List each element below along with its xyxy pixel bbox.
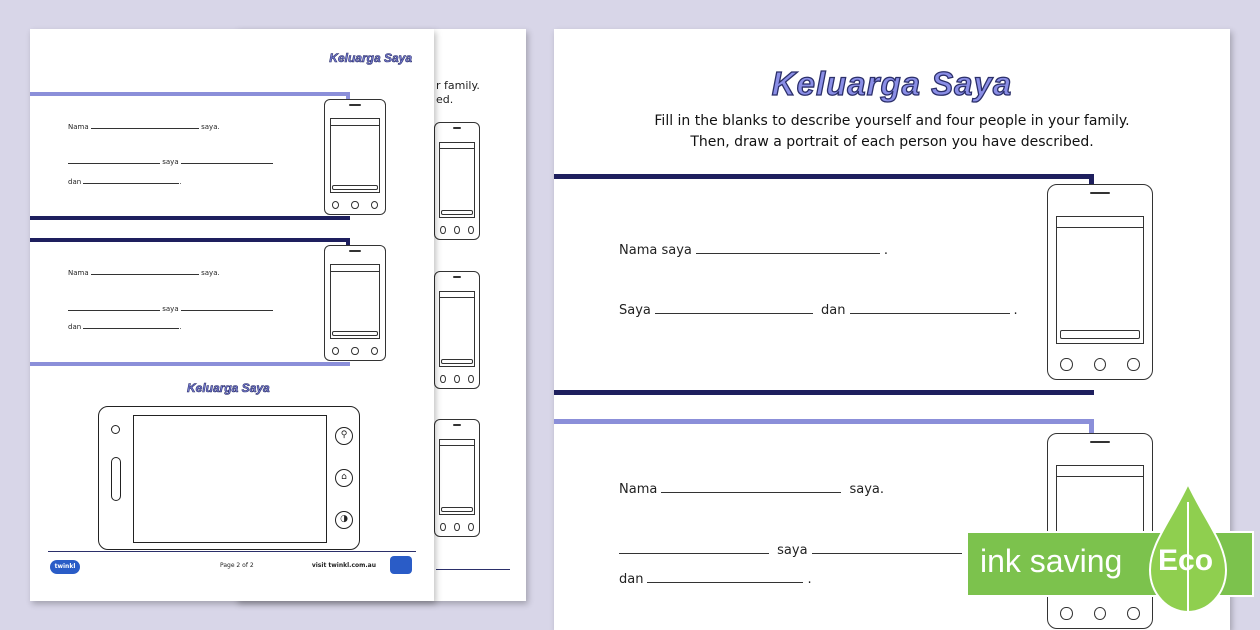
speaker-slot (111, 457, 121, 501)
left-page-title: Keluarga Saya (329, 51, 412, 65)
main-s1-line2-end: . (1013, 303, 1018, 318)
page-title: Keluarga Saya (771, 65, 1013, 102)
left-s1-line1-end: saya. (201, 123, 220, 131)
fill-blank[interactable] (696, 242, 880, 254)
mic-icon: ◑ (335, 511, 353, 529)
home-icon: ⌂ (335, 469, 353, 487)
main-s1-line2-start: Saya (619, 303, 651, 318)
instruction-line-2: Then, draw a portrait of each person you have described. (690, 134, 1094, 150)
back-page-footer (436, 569, 510, 589)
large-phone-illustration (98, 406, 360, 550)
left-s1-line2-mid: saya (162, 158, 179, 166)
fill-blank[interactable] (812, 542, 962, 554)
main-s1-line1-start: Nama saya (619, 243, 692, 258)
ink-saving-text: ink saving (980, 543, 1123, 579)
phone-illustration (324, 99, 386, 215)
left-s1-line1-start: Nama (68, 123, 89, 131)
twinkl-badge-icon (390, 556, 412, 574)
twinkl-logo: twinkl (50, 560, 80, 574)
left-s2-line2-mid: saya (162, 305, 179, 313)
fill-blank[interactable] (850, 302, 1010, 314)
left-s1-line3-end: . (179, 178, 182, 186)
fill-blank[interactable] (83, 178, 182, 186)
main-s2-line3-end: . (807, 572, 812, 587)
left-section-1 (30, 92, 350, 220)
fill-blank[interactable] (83, 323, 182, 331)
main-s2-line1-end: saya. (849, 482, 884, 497)
phone-illustration (324, 245, 386, 361)
main-s2-line3-start: dan (619, 572, 644, 587)
page-number: Page 2 of 2 (220, 562, 254, 569)
main-s2-line2-mid: saya (777, 543, 808, 558)
fill-blank[interactable] (655, 302, 813, 314)
camera-icon (111, 425, 120, 434)
fill-blank[interactable] (619, 542, 769, 554)
left-s2-line1-end: saya. (201, 269, 220, 277)
fill-blank[interactable] (68, 305, 160, 311)
fill-blank[interactable] (181, 158, 273, 164)
fill-blank[interactable] (661, 481, 841, 493)
left-worksheet-page (30, 29, 434, 601)
main-section-1 (554, 174, 1094, 395)
phone-illustration (434, 271, 480, 389)
left-s2-line3-start: dan (68, 323, 82, 331)
main-s1-line1-end: . (883, 243, 888, 258)
main-s2-line1-start: Nama (619, 482, 658, 497)
fill-blank[interactable] (647, 571, 803, 583)
left-section-2 (30, 238, 350, 366)
website-link[interactable]: visit twinkl.com.au (311, 562, 376, 569)
main-section-2 (554, 419, 1094, 630)
left-page-subtitle: Keluarga Saya (187, 381, 270, 395)
left-s2-line1-start: Nama (68, 269, 89, 277)
search-icon: ⚲ (335, 427, 353, 445)
phone-screen (133, 415, 327, 543)
back-page-text-fragment: r family. (436, 79, 480, 92)
fill-blank[interactable] (68, 158, 160, 164)
left-s1-line3-start: dan (68, 178, 82, 186)
eco-label: Eco (1158, 544, 1214, 577)
phone-illustration (434, 419, 480, 537)
instruction-line-1: Fill in the blanks to describe yourself and four people in your family. (654, 113, 1130, 129)
fill-blank[interactable] (91, 269, 199, 275)
phone-illustration (1047, 184, 1153, 380)
fill-blank[interactable] (181, 305, 273, 311)
left-s2-line3-end: . (179, 323, 182, 331)
main-s1-line2-mid: dan (821, 303, 846, 318)
back-page-text-fragment: ed. (436, 93, 454, 106)
left-page-footer (48, 551, 416, 579)
fill-blank[interactable] (91, 123, 199, 129)
phone-illustration (434, 122, 480, 240)
